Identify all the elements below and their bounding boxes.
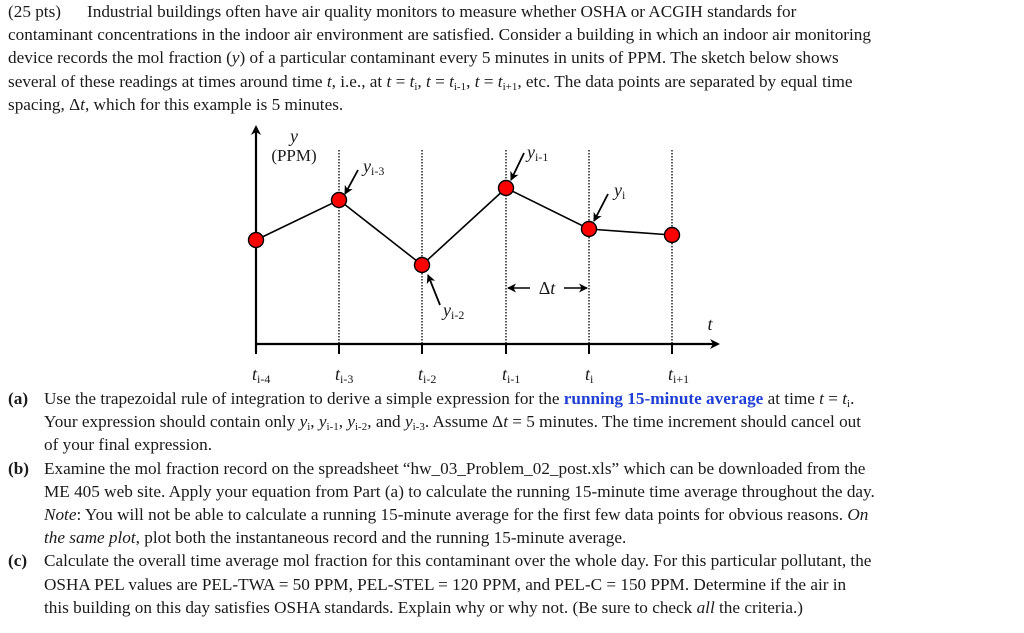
intro-line-5: spacing, Δt, which for this example is 5 minutes. <box>8 94 344 114</box>
problem-intro <box>8 0 1018 116</box>
label-y-i: yi <box>614 180 626 202</box>
time-label: ti+1 <box>668 364 690 386</box>
delta-t-label: Δt <box>538 278 556 298</box>
part-c: (c) Calculate the overall time average mol fraction for this contaminant over the whole day. For this particular pollutant, the OSHA PEL values are PEL-TWA = 50 PPM, PEL-STEL = 120 PPM, and PEL-C = 150 PPM. Determine if the air in this building on this day satisfies OSHA standards. Explain why or why not. (Be sure to check all the criteria.) <box>8 551 872 617</box>
points-label: (25 pts) <box>8 2 61 21</box>
data-point <box>582 222 597 237</box>
label-y-i-3: yi-3 <box>363 156 385 178</box>
part-a-label: (a) <box>8 389 29 408</box>
x-axis-ticks <box>256 344 672 354</box>
data-point <box>665 228 680 243</box>
y-axis-unit: (PPM) <box>271 146 317 165</box>
time-label: ti-3 <box>335 364 354 386</box>
pointer-arrow-y-i-2 <box>428 275 440 305</box>
intro-line-3: device records the mol fraction (y) of a particular contaminant every 5 minutes in units of PPM. The sketch below shows <box>8 48 839 68</box>
time-label: ti-1 <box>502 364 521 386</box>
running-average-highlight: running 15-minute average <box>563 389 764 408</box>
part-c-label: (c) <box>8 551 28 571</box>
label-y-i-2: yi-2 <box>443 300 465 322</box>
pointer-arrow-y-i <box>594 194 608 221</box>
time-label: ti-2 <box>418 364 437 386</box>
time-label: ti <box>585 364 594 386</box>
x-axis-label: t <box>707 314 713 334</box>
part-b-label: (b) <box>8 458 30 478</box>
time-gridlines <box>339 150 672 344</box>
part-b: (b) Examine the mol fraction record on the spreadsheet “hw_03_Problem_02_post.xls” which can be downloaded from the ME 405 web site. Apply your equation from Part (a) to calculate the running 15-minute time average throughout the day. Note: You will not be able to calculate a running 15-minute average for the first few data points for obvious reasons. On the same plot, plot both the instantaneous record and the running 15-minute average. <box>8 458 875 548</box>
pointer-arrow-y-i-1 <box>511 153 524 180</box>
data-point <box>499 181 514 196</box>
time-labels <box>252 364 689 386</box>
data-point <box>332 193 347 208</box>
problem-parts <box>8 387 1018 619</box>
intro-line-1: (25 pts) Industrial buildings often have air quality monitors to measure whether OSHA or ACGIH standards for <box>8 2 797 21</box>
time-label: ti-4 <box>252 364 271 386</box>
series-line <box>256 188 672 265</box>
label-y-i-1: yi-1 <box>527 142 549 164</box>
data-points <box>249 181 680 273</box>
data-point <box>415 258 430 273</box>
part-a: (a) Use the trapezoidal rule of integration to derive a simple expression for the running 15-minute average at time $t = t_i$. Your expression should contain only $y_i$, $y_{i-1}$, $y_{i-2}$, and $y_{i-3}$. Assume Δt = 5 minutes. The time increment should cancel out of your final expression. <box>8 389 862 455</box>
intro-line-2: contaminant concentrations in the indoor air environment are satisfied. Consider a building in which an indoor air monitoring <box>8 25 871 45</box>
intro-line-4: several of these readings at times around time t, i.e., at $t = t_i$, $t = t_{i-1}$, $t = t_{i+1}$, etc. The data points are separated by equal time <box>8 71 853 93</box>
y-axis-label: y <box>290 126 298 146</box>
pointer-arrow-y-i-3 <box>345 170 358 194</box>
data-point <box>249 233 264 248</box>
